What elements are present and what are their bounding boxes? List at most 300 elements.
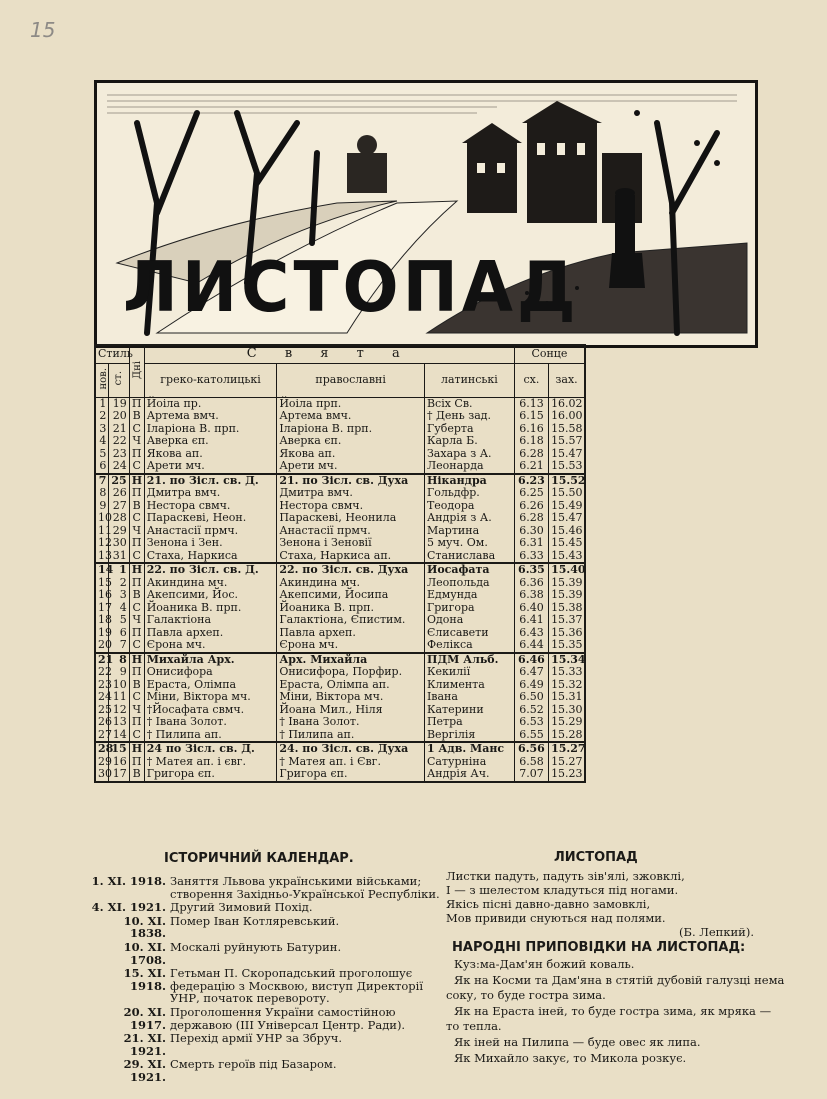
cell-d: С <box>129 602 144 615</box>
event-date: 21. XI. 1921. <box>123 1031 166 1058</box>
cell-lat: † День зад. <box>424 410 514 423</box>
cell-sx: 6.46 <box>514 653 548 667</box>
calendar-row <box>95 563 585 577</box>
cell-pr: Арети мч. <box>277 460 425 474</box>
event-text: Гетьман П. Скоропадський проголошує федерацію з Москвою, виступ Директорії УНР, початок перевороту. <box>170 966 424 1006</box>
cell-gk: Михайла Арх. <box>144 653 277 667</box>
cell-st: 23 <box>109 448 129 461</box>
cell-nov: 23 <box>95 679 109 692</box>
cell-sx: 6.41 <box>514 614 548 627</box>
cell-gk: Йоіла пр. <box>144 397 277 410</box>
cell-nov: 27 <box>95 729 109 743</box>
cell-st: 31 <box>109 550 129 564</box>
cell-lat: Вергілія <box>424 729 514 743</box>
cell-nov: 24 <box>95 691 109 704</box>
cell-sx: 6.25 <box>514 487 548 500</box>
cell-pr: Дмитра вмч. <box>277 487 425 500</box>
cell-pr: Онисифора, Порфир. <box>277 666 425 679</box>
cell-sx: 6.36 <box>514 577 548 590</box>
cell-sx: 6.44 <box>514 639 548 653</box>
cell-gk: 24 по Зісл. св. Д. <box>144 742 277 756</box>
cell-sx: 6.28 <box>514 512 548 525</box>
month-title: ЛИСТОПАД <box>123 247 580 328</box>
cell-gk: Арети мч. <box>144 460 277 474</box>
cell-lat: Єлисавети <box>424 627 514 640</box>
header-sx: сх. <box>514 363 548 397</box>
cell-sx: 6.15 <box>514 410 548 423</box>
cell-st: 6 <box>109 627 129 640</box>
cell-lat: Леопольда <box>424 577 514 590</box>
event-date: 29. XI. 1921. <box>123 1057 166 1084</box>
historical-event <box>84 941 444 966</box>
cell-zax: 15.47 <box>549 448 585 461</box>
cell-pr: Анастасії прмч. <box>277 525 425 538</box>
cell-gk: 21. по Зісл. св. Д. <box>144 474 277 488</box>
cell-nov: 7 <box>95 474 109 488</box>
event-text: Проголошення України самостійною державою (III Універсал Центр. Ради). <box>170 1004 406 1032</box>
event-text: Заняття Львова українськими військами; створення Західньо-Української Республіки. <box>170 874 440 901</box>
cell-st: 11 <box>109 691 129 704</box>
cell-lat: Одона <box>424 614 514 627</box>
cell-gk: Стаха, Наркиса <box>144 550 277 564</box>
event-date: 4. XI. 1921. <box>91 900 166 915</box>
calendar-row <box>95 589 585 602</box>
calendar-row <box>95 691 585 704</box>
cell-zax: 15.46 <box>549 525 585 538</box>
calendar-row <box>95 614 585 627</box>
calendar-row <box>95 550 585 564</box>
header-sun: Сонце <box>514 345 585 363</box>
event-date: 10. XI. 1838. <box>123 913 166 941</box>
cell-sx: 6.13 <box>514 397 548 410</box>
calendar-row <box>95 460 585 474</box>
cell-st: 26 <box>109 487 129 500</box>
header-pr: православні <box>277 363 425 397</box>
cell-sx: 6.28 <box>514 448 548 461</box>
cell-lat: Захара з А. <box>424 448 514 461</box>
cell-gk: Дмитра вмч. <box>144 487 277 500</box>
cell-nov: 17 <box>95 602 109 615</box>
cell-sx: 6.30 <box>514 525 548 538</box>
cell-lat: Теодора <box>424 500 514 513</box>
cell-d: Ч <box>129 435 144 448</box>
cell-lat: Івана <box>424 691 514 704</box>
cell-st: 17 <box>109 768 129 782</box>
cell-pr: Єрона мч. <box>277 639 425 653</box>
cell-st: 25 <box>109 474 129 488</box>
cell-zax: 15.34 <box>549 653 585 667</box>
cell-pr: Зенона і Зеновії <box>277 537 425 550</box>
cell-lat: Йосафата <box>424 563 514 577</box>
poem <box>446 851 776 939</box>
calendar-row <box>95 639 585 653</box>
cell-st: 4 <box>109 602 129 615</box>
cell-pr: Акепсими, Йосипа <box>277 589 425 602</box>
cell-st: 12 <box>109 704 129 717</box>
header-lat: латинські <box>424 363 514 397</box>
cell-pr: Нестора свмч. <box>277 500 425 513</box>
cell-zax: 15.38 <box>549 602 585 615</box>
cell-nov: 20 <box>95 639 109 653</box>
cell-lat: Карла Б. <box>424 435 514 448</box>
cell-gk: Йоаника В. прп. <box>144 602 277 615</box>
cell-d: Ч <box>129 614 144 627</box>
cell-gk: Параскеві, Неон. <box>144 512 277 525</box>
cell-lat: Кекилії <box>424 666 514 679</box>
calendar-table <box>94 344 586 783</box>
cell-d: Н <box>129 653 144 667</box>
cell-lat: Станислава <box>424 550 514 564</box>
poem-title: ЛИСТОПАД <box>554 850 638 865</box>
cell-lat: Андрія Ач. <box>424 768 514 782</box>
cell-gk: Павла археп. <box>144 627 277 640</box>
cell-nov: 2 <box>95 410 109 423</box>
cell-lat: Нікандра <box>424 474 514 488</box>
cell-zax: 16.00 <box>549 410 585 423</box>
cell-st: 27 <box>109 500 129 513</box>
event-text: Перехід армії УНР за Збруч. <box>170 1031 343 1046</box>
cell-gk: † Матея ап. і євг. <box>144 756 277 769</box>
cell-nov: 6 <box>95 460 109 474</box>
cell-nov: 13 <box>95 550 109 564</box>
cell-st: 2 <box>109 577 129 590</box>
cell-sx: 6.38 <box>514 589 548 602</box>
cell-gk: Єрона мч. <box>144 639 277 653</box>
cell-pr: Йоіла прп. <box>277 397 425 410</box>
cell-lat: Гольдфр. <box>424 487 514 500</box>
cell-d: С <box>129 639 144 653</box>
cell-nov: 10 <box>95 512 109 525</box>
cell-lat: Григора <box>424 602 514 615</box>
header-st: ст. <box>109 363 129 397</box>
cell-nov: 5 <box>95 448 109 461</box>
cell-nov: 25 <box>95 704 109 717</box>
cell-zax: 15.39 <box>549 589 585 602</box>
poem-line: Якісь пісні давно-давно замовклі, <box>446 897 651 911</box>
proverb: Куз:ма-Дам'ян божий коваль. <box>454 957 635 971</box>
cell-zax: 15.29 <box>549 716 585 729</box>
cell-zax: 15.40 <box>549 563 585 577</box>
cell-gk: Зенона і Зен. <box>144 537 277 550</box>
cell-sx: 6.18 <box>514 435 548 448</box>
cell-sx: 6.35 <box>514 563 548 577</box>
historical-calendar-list <box>84 875 444 1084</box>
cell-zax: 15.53 <box>549 460 585 474</box>
cell-st: 20 <box>109 410 129 423</box>
cell-st: 16 <box>109 756 129 769</box>
cell-gk: Артема вмч. <box>144 410 277 423</box>
cell-zax: 15.32 <box>549 679 585 692</box>
cell-zax: 15.31 <box>549 691 585 704</box>
cell-d: В <box>129 410 144 423</box>
cell-lat: Губерта <box>424 423 514 436</box>
cell-pr: 24. по Зісл. св. Духа <box>277 742 425 756</box>
cell-pr: Арх. Михайла <box>277 653 425 667</box>
cell-nov: 9 <box>95 500 109 513</box>
cell-gk: Галактіона <box>144 614 277 627</box>
cell-nov: 21 <box>95 653 109 667</box>
cell-sx: 6.43 <box>514 627 548 640</box>
cell-sx: 6.58 <box>514 756 548 769</box>
cell-pr: † Матея ап. і Євг. <box>277 756 425 769</box>
cell-nov: 15 <box>95 577 109 590</box>
cell-sx: 7.07 <box>514 768 548 782</box>
event-date: 1. XI. 1918. <box>91 874 166 888</box>
cell-pr: † Івана Золот. <box>277 716 425 729</box>
cell-gk: Онисифора <box>144 666 277 679</box>
proverb: Як на Косми та Дам'яна в стятій дубовій галузці нема соку, то буде гостра зима. <box>446 973 785 1002</box>
cell-d: Ч <box>129 704 144 717</box>
page-number: 15 <box>30 18 56 42</box>
cell-pr: Іларіона В. прп. <box>277 423 425 436</box>
cell-d: В <box>129 589 144 602</box>
cell-pr: Акиндина мч. <box>277 577 425 590</box>
header-zax: зах. <box>549 363 585 397</box>
cell-zax: 15.58 <box>549 423 585 436</box>
cell-d: С <box>129 460 144 474</box>
cell-zax: 15.57 <box>549 435 585 448</box>
cell-st: 9 <box>109 666 129 679</box>
cell-sx: 6.33 <box>514 550 548 564</box>
cell-sx: 6.16 <box>514 423 548 436</box>
cell-pr: Параскеві, Неонила <box>277 512 425 525</box>
cell-zax: 15.23 <box>549 768 585 782</box>
cell-gk: Акиндина мч. <box>144 577 277 590</box>
cell-pr: Григора єп. <box>277 768 425 782</box>
cell-gk: Анастасії прмч. <box>144 525 277 538</box>
cell-gk: 22. по Зісл. св. Д. <box>144 563 277 577</box>
cell-st: 14 <box>109 729 129 743</box>
cell-lat: Мартина <box>424 525 514 538</box>
calendar-row <box>95 435 585 448</box>
cell-st: 19 <box>109 397 129 410</box>
cell-d: В <box>129 679 144 692</box>
cell-st: 30 <box>109 537 129 550</box>
cell-lat: Леонарда <box>424 460 514 474</box>
cell-d: П <box>129 666 144 679</box>
cell-zax: 15.36 <box>549 627 585 640</box>
cell-sx: 6.56 <box>514 742 548 756</box>
calendar-body <box>95 397 585 782</box>
cell-zax: 15.37 <box>549 614 585 627</box>
header-illustration <box>94 80 758 348</box>
cell-sx: 6.40 <box>514 602 548 615</box>
folk-proverbs <box>446 940 786 1067</box>
cell-d: С <box>129 512 144 525</box>
cell-lat: 1 Адв. Манс <box>424 742 514 756</box>
cell-st: 21 <box>109 423 129 436</box>
cell-st: 24 <box>109 460 129 474</box>
cell-gk: Акепсими, Йос. <box>144 589 277 602</box>
cell-nov: 28 <box>95 742 109 756</box>
cell-nov: 29 <box>95 756 109 769</box>
calendar-row <box>95 716 585 729</box>
cell-nov: 18 <box>95 614 109 627</box>
cell-pr: Міни, Віктора мч. <box>277 691 425 704</box>
cell-lat: Андрія з А. <box>424 512 514 525</box>
cell-zax: 15.27 <box>549 742 585 756</box>
cell-pr: Ераста, Олімпа ап. <box>277 679 425 692</box>
event-text: Москалі руйнують Батурин. <box>170 939 342 954</box>
cell-sx: 6.53 <box>514 716 548 729</box>
cell-st: 5 <box>109 614 129 627</box>
cell-zax: 15.28 <box>549 729 585 743</box>
cell-d: П <box>129 627 144 640</box>
calendar-row <box>95 410 585 423</box>
calendar-row <box>95 512 585 525</box>
header-gk: греко-католицькі <box>144 363 277 397</box>
historical-event <box>84 901 444 914</box>
cell-pr: Йоана Мил., Ніля <box>277 704 425 717</box>
cell-d: П <box>129 716 144 729</box>
header-nov: нов. <box>95 363 109 397</box>
proverbs-title: НАРОДНІ ПРИПОВІДКИ НА ЛИСТОПАД: <box>452 940 746 955</box>
cell-d: Н <box>129 563 144 577</box>
cell-zax: 15.49 <box>549 500 585 513</box>
calendar-row <box>95 768 585 782</box>
cell-gk: Ераста, Олімпа <box>144 679 277 692</box>
cell-d: С <box>129 550 144 564</box>
cell-gk: † Івана Золот. <box>144 716 277 729</box>
cell-nov: 8 <box>95 487 109 500</box>
cell-nov: 19 <box>95 627 109 640</box>
cell-pr: Галактіона, Єпистим. <box>277 614 425 627</box>
cell-d: П <box>129 448 144 461</box>
poem-author: (Б. Лепкий). <box>679 925 754 939</box>
poem-line: Листки падуть, падуть зів'ялі, зжовклі, <box>446 869 685 883</box>
cell-nov: 30 <box>95 768 109 782</box>
cell-sx: 6.23 <box>514 474 548 488</box>
cell-lat: Едмунда <box>424 589 514 602</box>
cell-zax: 15.50 <box>549 487 585 500</box>
event-text: Смерть героїв під Базаром. <box>170 1057 337 1072</box>
calendar-row <box>95 487 585 500</box>
cell-d: С <box>129 729 144 743</box>
cell-sx: 6.50 <box>514 691 548 704</box>
cell-st: 3 <box>109 589 129 602</box>
calendar-row <box>95 653 585 667</box>
cell-d: В <box>129 500 144 513</box>
header-days: Дні <box>129 345 144 397</box>
cell-sx: 6.52 <box>514 704 548 717</box>
cell-st: 22 <box>109 435 129 448</box>
cell-zax: 15.27 <box>549 756 585 769</box>
cell-zax: 15.33 <box>549 666 585 679</box>
historical-event <box>84 1058 444 1083</box>
cell-nov: 22 <box>95 666 109 679</box>
cell-nov: 16 <box>95 589 109 602</box>
calendar-row <box>95 474 585 488</box>
cell-st: 29 <box>109 525 129 538</box>
historical-event <box>84 967 444 1005</box>
cell-d: Н <box>129 474 144 488</box>
calendar-row <box>95 666 585 679</box>
cell-st: 1 <box>109 563 129 577</box>
cell-nov: 1 <box>95 397 109 410</box>
event-date: 15. XI. 1918. <box>123 966 166 993</box>
proverb: Як на Ераста іней, то буде гостра зима, як мряка — то тепла. <box>446 1004 772 1033</box>
cell-sx: 6.26 <box>514 500 548 513</box>
cell-lat: Фелікса <box>424 639 514 653</box>
cell-zax: 15.52 <box>549 474 585 488</box>
cell-pr: Аверка єп. <box>277 435 425 448</box>
cell-st: 10 <box>109 679 129 692</box>
cell-pr: Павла археп. <box>277 627 425 640</box>
cell-pr: Якова ап. <box>277 448 425 461</box>
cell-sx: 6.49 <box>514 679 548 692</box>
calendar-row <box>95 537 585 550</box>
cell-d: П <box>129 397 144 410</box>
cell-lat: Катерини <box>424 704 514 717</box>
cell-st: 13 <box>109 716 129 729</box>
historical-event <box>84 915 444 940</box>
cell-sx: 6.47 <box>514 666 548 679</box>
cell-d: В <box>129 768 144 782</box>
cell-zax: 15.39 <box>549 577 585 590</box>
cell-gk: Іларіона В. прп. <box>144 423 277 436</box>
cell-d: П <box>129 537 144 550</box>
cell-st: 7 <box>109 639 129 653</box>
cell-d: П <box>129 487 144 500</box>
cell-zax: 15.45 <box>549 537 585 550</box>
cell-d: С <box>129 423 144 436</box>
poem-line: Мов привиди снуються над полями. <box>446 911 666 925</box>
cell-zax: 15.47 <box>549 512 585 525</box>
historical-event <box>84 1006 444 1031</box>
event-text: Другий Зимовий Похід. <box>170 900 313 915</box>
cell-pr: Артема вмч. <box>277 410 425 423</box>
cell-d: С <box>129 691 144 704</box>
proverb: Як Михайло закує, то Микола розкує. <box>454 1051 687 1065</box>
historical-calendar-title: ІСТОРИЧНИЙ КАЛЕНДАР. <box>164 851 354 866</box>
cell-pr: Стаха, Наркиса ап. <box>277 550 425 564</box>
poem-line: І — з шелестом кладуться під ногами. <box>446 883 679 897</box>
cell-lat: Климента <box>424 679 514 692</box>
cell-zax: 15.35 <box>549 639 585 653</box>
cell-lat: Сатурніна <box>424 756 514 769</box>
cell-sx: 6.55 <box>514 729 548 743</box>
event-date: 10. XI. 1708. <box>123 939 166 967</box>
cell-st: 8 <box>109 653 129 667</box>
cell-gk: Міни, Віктора мч. <box>144 691 277 704</box>
cell-pr: † Пилипа ап. <box>277 729 425 743</box>
cell-lat: ПДМ Альб. <box>424 653 514 667</box>
cell-d: Ч <box>129 525 144 538</box>
cell-lat: 5 муч. Ом. <box>424 537 514 550</box>
cell-zax: 16.02 <box>549 397 585 410</box>
cell-nov: 12 <box>95 537 109 550</box>
cell-gk: Аверка єп. <box>144 435 277 448</box>
event-date: 20. XI. 1917. <box>123 1004 166 1032</box>
cell-nov: 14 <box>95 563 109 577</box>
cell-gk: Якова ап. <box>144 448 277 461</box>
cell-nov: 4 <box>95 435 109 448</box>
cell-nov: 11 <box>95 525 109 538</box>
proverb: Як іней на Пилипа — буде овес як липа. <box>454 1035 701 1049</box>
calendar-row <box>95 742 585 756</box>
cell-pr: 21. по Зісл. св. Духа <box>277 474 425 488</box>
cell-st: 15 <box>109 742 129 756</box>
cell-lat: Петра <box>424 716 514 729</box>
header-style: Стиль <box>95 345 129 363</box>
cell-zax: 15.30 <box>549 704 585 717</box>
historical-calendar <box>84 851 444 1085</box>
cell-d: П <box>129 577 144 590</box>
historical-event <box>84 875 444 900</box>
cell-gk: Нестора свмч. <box>144 500 277 513</box>
cell-gk: † Пилипа ап. <box>144 729 277 743</box>
cell-nov: 3 <box>95 423 109 436</box>
